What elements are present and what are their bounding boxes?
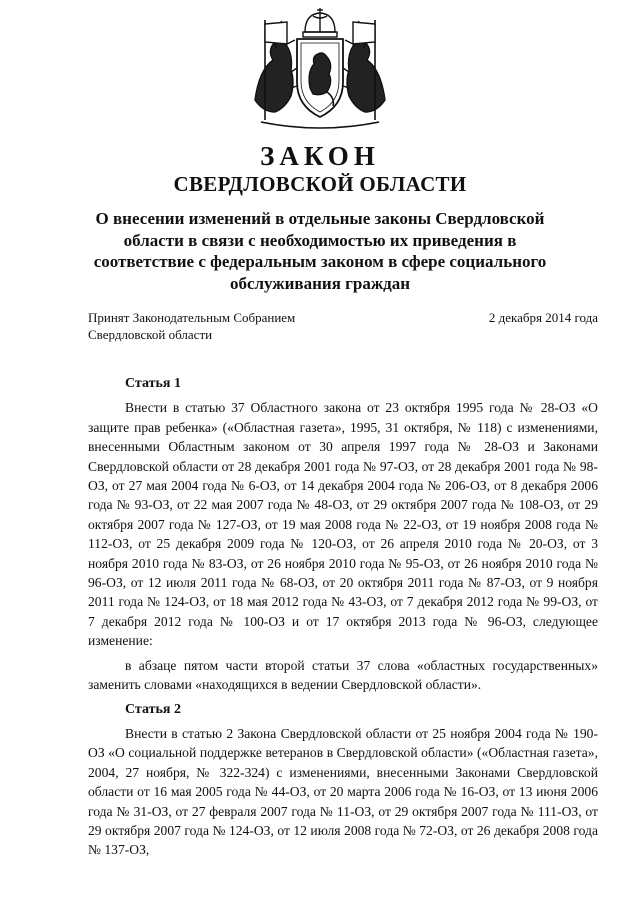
article-1-paragraph-1: Внести в статью 37 Областного закона от 23 октября 1995 года № 28-ОЗ «О защите прав ребенка» («Областная газета», 1995, 31 октября, № 118) с изменениями, внесенными Областным законом от 30 апреля 1997 года № 28-ОЗ и Законами Свердловской области от 28 декабря 2001 года № 97-ОЗ, от 28 декабря 2001 года № 98-ОЗ, от 27 мая 2004 года № 6-ОЗ, от 14 декабря 2004 года № 206-ОЗ, от 8 декабря 2006 года № 93-ОЗ, от 22 мая 2007 года № 48-ОЗ, от 29 октября 2007 года № 108-ОЗ, от 29 октября 2007 года № 127-ОЗ, от 19 мая 2008 года № 22-ОЗ, от 19 ноября 2008 года № 112-ОЗ, от 25 декабря 2009 года № 120-ОЗ, от 26 апреля 2010 года № 20-ОЗ, от 3 ноября 2010 года № 83-ОЗ, от 26 ноября 2010 года № 95-ОЗ, от 26 ноября 2010 года № 96-ОЗ, от 12 июля 2011 года № 68-ОЗ, от 20 октября 2011 года № 87-ОЗ, от 9 ноября 2011 года № 124-ОЗ, от 18 мая 2012 года № 43-ОЗ, от 7 декабря 2012 года № 99-ОЗ, от 7 декабря 2012 года № 100-ОЗ и от 17 октября 2013 года № 96-ОЗ, следующее изменение: (88, 400, 598, 649)
region-title: СВЕРДЛОВСКОЙ ОБЛАСТИ (173, 172, 467, 196)
article-1-paragraph-2: в абзаце пятом части второй статьи 37 слова «областных государственных» заменить словами «находящихся в ведении Свердловской области». (88, 657, 598, 693)
adopting-body-line-1: Принят Законодательным Собранием (88, 310, 296, 325)
article-2-paragraph-1: Внести в статью 2 Закона Свердловской области от 25 ноября 2004 года № 190-ОЗ «О социальной поддержке ветеранов в Свердловской области» («Областная газета», 2004, 27 ноября, № 322-324) с изменениями, внесенными Законами Свердловской области от 16 мая 2005 года № 44-ОЗ, от 20 марта 2006 года № 16-ОЗ, от 13 июня 2006 года № 31-ОЗ, от 27 февраля 2007 года № 11-ОЗ, от 29 октября 2007 года № 111-ОЗ, от 29 октября 2007 года № 124-ОЗ, от 12 июля 2008 года № 72-ОЗ, от 26 декабря 2008 года № 137-ОЗ, (88, 725, 598, 858)
article-2-heading: Статья 2 (125, 701, 181, 717)
adopting-body-line-2: Свердловской области (88, 326, 213, 342)
law-subject-heading: О внесении изменений в отдельные законы Свердловской области в связи с необходимостью их приведения в соответствие с федеральным законом в сфере социального обслуживания граждан (93, 209, 547, 293)
article-1-heading: Статья 1 (125, 376, 181, 391)
adoption-date: 2 декабря 2014 года (488, 310, 598, 325)
document-body (88, 374, 598, 860)
coat-of-arms-emblem (247, 8, 393, 132)
document-type-title: ЗАКОН (260, 141, 380, 171)
adopting-body (88, 310, 295, 343)
